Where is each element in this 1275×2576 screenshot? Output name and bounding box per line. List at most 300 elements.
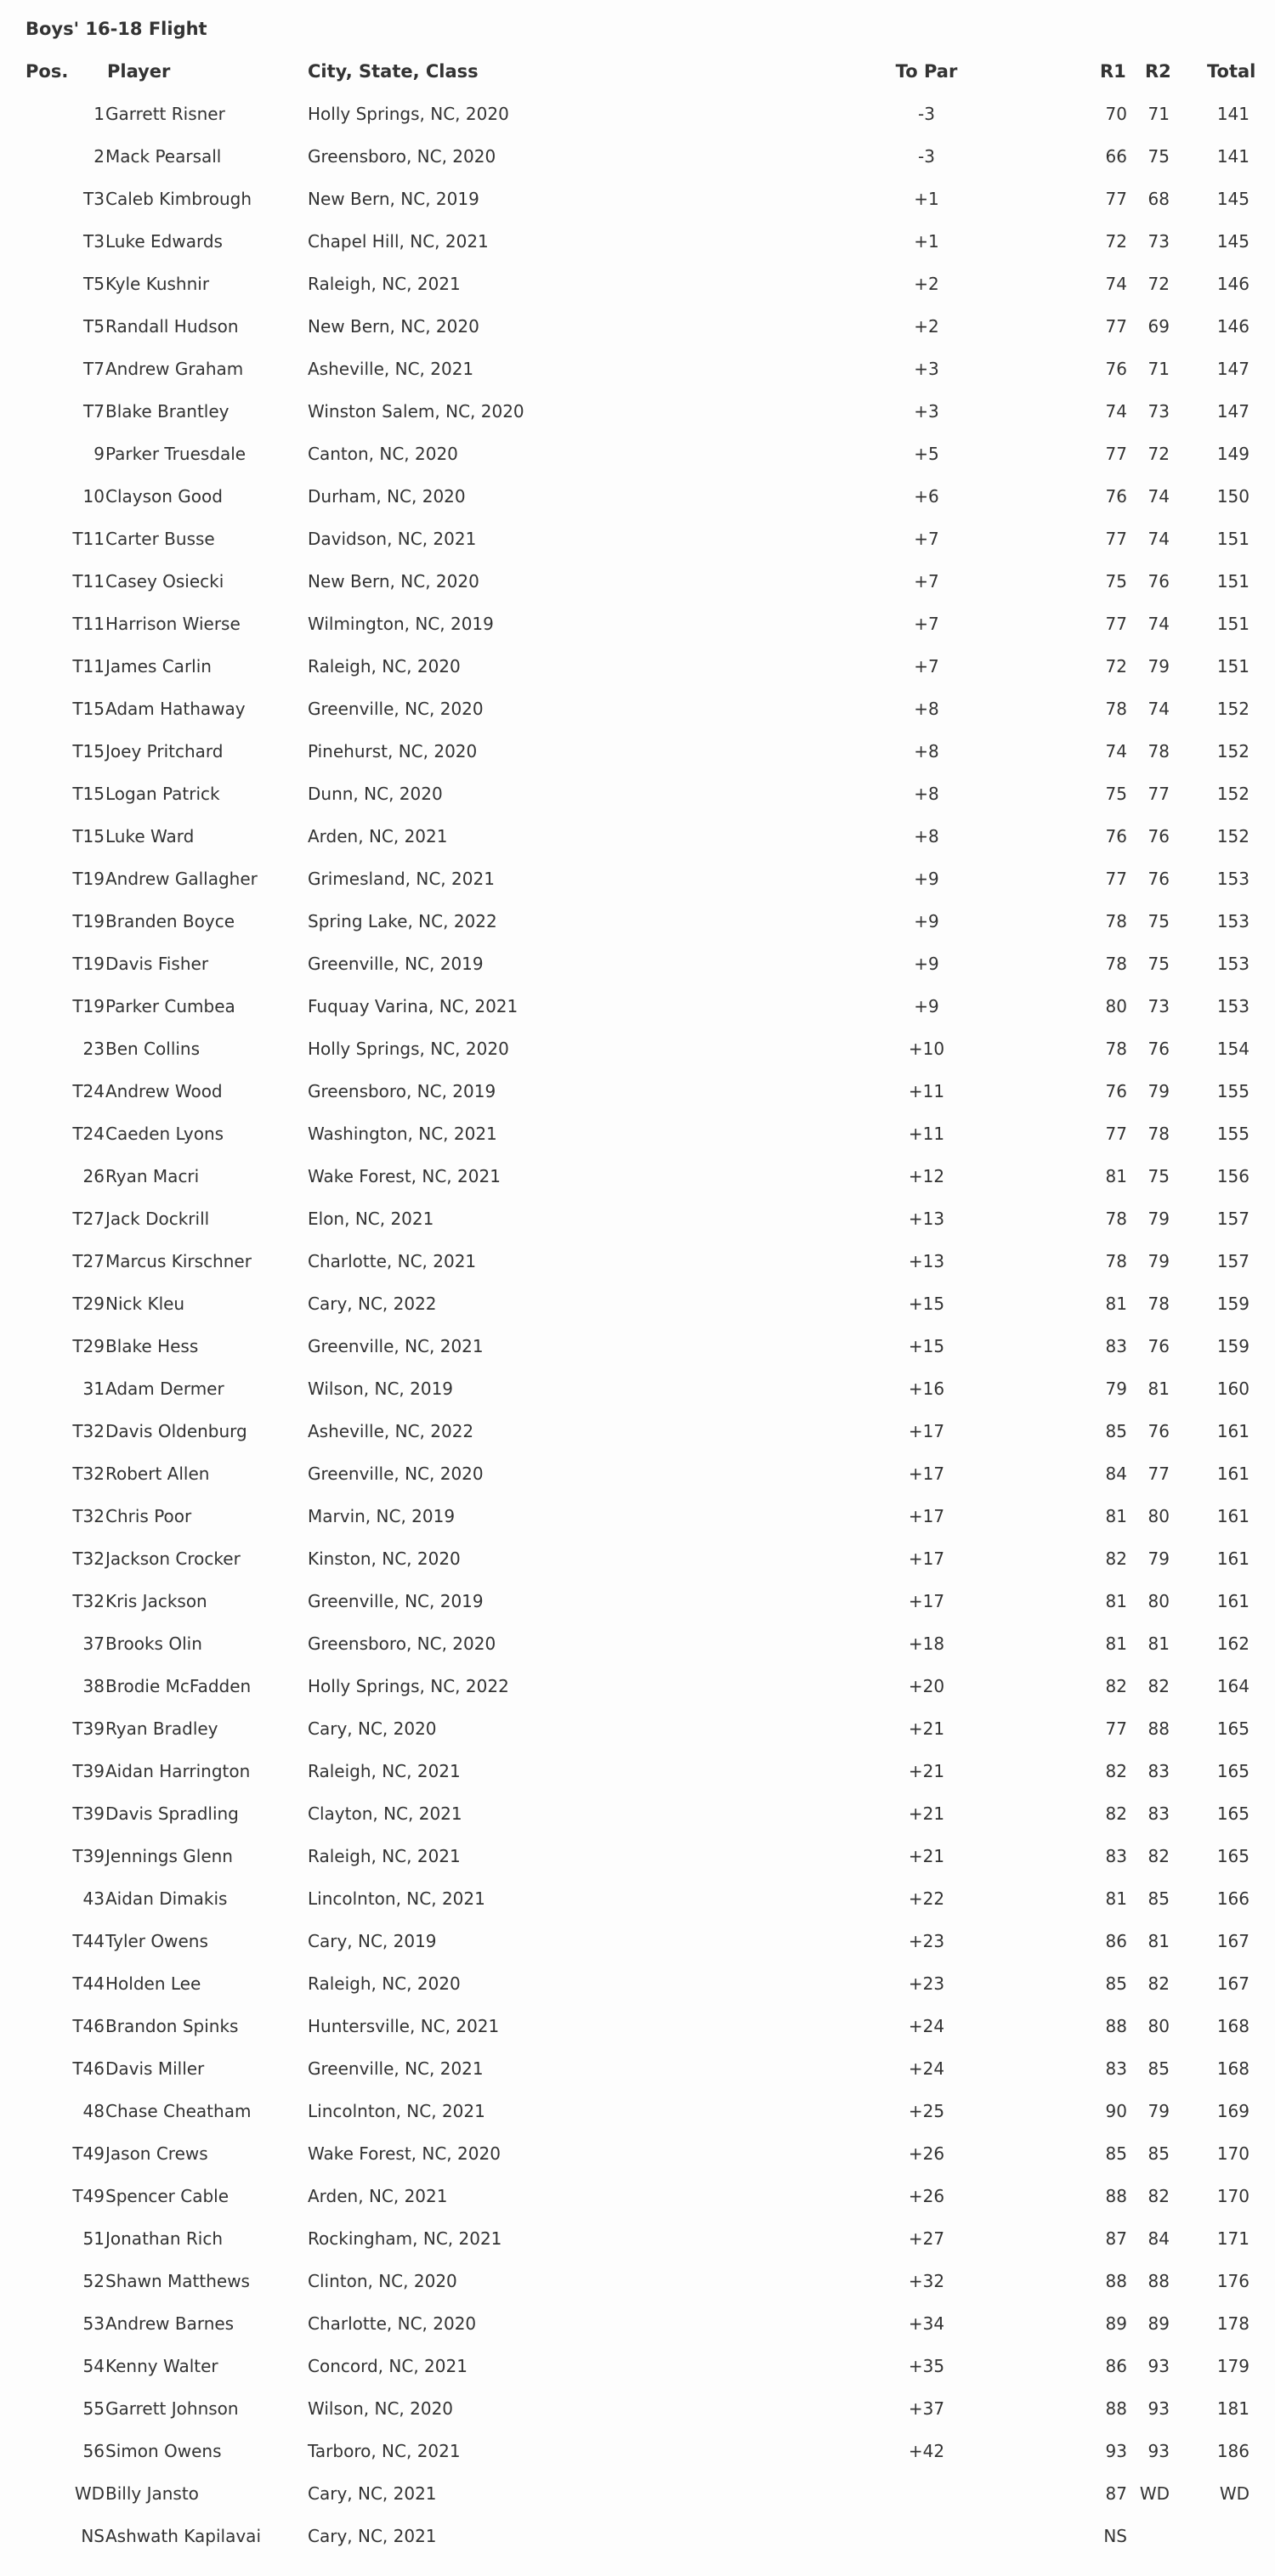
- round1-score-cell: 86: [1105, 1931, 1127, 1951]
- city-state-class-cell: Raleigh, NC, 2021: [308, 1846, 461, 1866]
- total-score-cell: 161: [1216, 1591, 1250, 1611]
- total-score-cell: 155: [1216, 1124, 1250, 1144]
- to-par-cell: +2: [914, 316, 939, 337]
- round2-score-cell: 75: [1148, 1166, 1170, 1186]
- total-score-cell: 161: [1216, 1464, 1250, 1484]
- to-par-cell: +13: [908, 1251, 945, 1271]
- results-table-body: [0, 93, 1275, 2557]
- table-row: [0, 2345, 1275, 2387]
- to-par-cell: [854, 2515, 999, 2557]
- player-name-cell: Shawn Matthews: [105, 2271, 250, 2291]
- round2-score-cell: 81: [1148, 1931, 1170, 1951]
- table-row: [0, 2005, 1275, 2047]
- round1-score-cell: 93: [1105, 2441, 1127, 2461]
- city-state-class-cell: Wake Forest, NC, 2021: [308, 1166, 501, 1186]
- position-cell: T24: [72, 1081, 105, 1101]
- player-name-cell: Jason Crews: [105, 2143, 208, 2164]
- round1-score-cell: 78: [1105, 954, 1127, 974]
- position-cell: T19: [72, 996, 105, 1016]
- table-row: [0, 2090, 1275, 2132]
- round1-score-cell: 79: [1105, 1379, 1127, 1399]
- player-name-cell: Garrett Johnson: [105, 2398, 239, 2419]
- to-par-cell: +13: [908, 1209, 945, 1229]
- city-state-class-cell: New Bern, NC, 2020: [308, 571, 479, 592]
- player-name-cell: Branden Boyce: [105, 911, 235, 931]
- round1-score-cell: 78: [1105, 1209, 1127, 1229]
- table-row: [0, 1537, 1275, 1580]
- to-par-cell: +26: [908, 2186, 945, 2206]
- city-state-class-cell: Clinton, NC, 2020: [308, 2271, 457, 2291]
- round1-score-cell: 78: [1105, 699, 1127, 719]
- to-par-cell: +8: [914, 699, 939, 719]
- table-row: [0, 1070, 1275, 1112]
- table-row: [0, 688, 1275, 730]
- total-score-cell: WD: [1219, 2483, 1250, 2504]
- player-name-cell: Adam Dermer: [105, 1379, 224, 1399]
- table-row: [0, 900, 1275, 943]
- to-par-cell: +9: [914, 996, 939, 1016]
- round1-score-cell: 78: [1105, 911, 1127, 931]
- table-row: [0, 2472, 1275, 2515]
- round1-score-cell: 66: [1105, 146, 1127, 167]
- position-cell: T24: [72, 1124, 105, 1144]
- round2-score-cell: 74: [1148, 529, 1170, 549]
- round2-score-cell: 79: [1148, 1251, 1170, 1271]
- position-cell: T44: [72, 1973, 105, 1994]
- round2-score-cell: 93: [1148, 2398, 1170, 2419]
- position-cell: T27: [72, 1209, 105, 1229]
- total-score-cell: 159: [1216, 1294, 1250, 1314]
- player-name-cell: Chris Poor: [105, 1506, 192, 1526]
- round2-score-cell: 68: [1148, 189, 1170, 209]
- player-name-cell: Jackson Crocker: [105, 1548, 241, 1569]
- table-row: [0, 135, 1275, 178]
- position-cell: T7: [83, 401, 105, 422]
- round1-score-cell: 81: [1105, 1506, 1127, 1526]
- table-row: [0, 730, 1275, 773]
- table-row: [0, 1877, 1275, 1920]
- table-row: [0, 433, 1275, 475]
- city-state-class-cell: Dunn, NC, 2020: [308, 784, 443, 804]
- to-par-cell: +21: [908, 1761, 945, 1781]
- position-cell: 53: [82, 2313, 105, 2334]
- round1-score-cell: 75: [1105, 571, 1127, 592]
- player-name-cell: Brodie McFadden: [105, 1676, 252, 1696]
- round1-score-cell: 72: [1105, 231, 1127, 252]
- total-score-cell: 149: [1216, 444, 1250, 464]
- player-name-cell: Andrew Gallagher: [105, 869, 258, 889]
- table-row: [0, 603, 1275, 645]
- position-cell: T11: [72, 656, 105, 677]
- table-row: [0, 815, 1275, 858]
- player-name-cell: Davis Spradling: [105, 1803, 239, 1824]
- table-row: [0, 943, 1275, 985]
- player-name-cell: Holden Lee: [105, 1973, 201, 1994]
- city-state-class-cell: Washington, NC, 2021: [308, 1124, 497, 1144]
- city-state-class-cell: Fuquay Varina, NC, 2021: [308, 996, 518, 1016]
- player-name-cell: Andrew Wood: [105, 1081, 223, 1101]
- round2-score-cell: 83: [1148, 1761, 1170, 1781]
- round2-score-cell: 72: [1148, 274, 1170, 294]
- table-row: [0, 1495, 1275, 1537]
- position-cell: T19: [72, 911, 105, 931]
- table-row: [0, 1112, 1275, 1155]
- city-state-class-cell: Durham, NC, 2020: [308, 486, 466, 507]
- total-score-cell: 153: [1216, 911, 1250, 931]
- position-cell: 9: [94, 444, 105, 464]
- total-score-cell: 155: [1216, 1081, 1250, 1101]
- table-row: [0, 2430, 1275, 2472]
- to-par-cell: +24: [908, 2058, 945, 2079]
- total-score-cell: 141: [1216, 146, 1250, 167]
- to-par-cell: +8: [914, 784, 939, 804]
- city-state-class-cell: Asheville, NC, 2022: [308, 1421, 474, 1441]
- total-score-cell: 150: [1216, 486, 1250, 507]
- total-score-cell: 181: [1216, 2398, 1250, 2419]
- player-name-cell: Luke Edwards: [105, 231, 223, 252]
- to-par-cell: +7: [914, 529, 939, 549]
- total-score-cell: 165: [1216, 1803, 1250, 1824]
- round2-score-cell: 75: [1148, 911, 1170, 931]
- round2-score-cell: 85: [1148, 1888, 1170, 1909]
- total-score-cell: 162: [1216, 1633, 1250, 1654]
- city-state-class-cell: Tarboro, NC, 2021: [308, 2441, 461, 2461]
- table-row: [0, 518, 1275, 560]
- table-row: [0, 1367, 1275, 1410]
- to-par-cell: +7: [914, 656, 939, 677]
- round1-score-cell: 83: [1105, 1336, 1127, 1356]
- round1-score-cell: 88: [1105, 2398, 1127, 2419]
- to-par-cell: +37: [908, 2398, 945, 2419]
- total-score-cell: 151: [1216, 656, 1250, 677]
- total-score-cell: 166: [1216, 1888, 1250, 1909]
- round2-score-cell: 82: [1148, 2186, 1170, 2206]
- to-par-cell: +15: [908, 1294, 945, 1314]
- to-par-cell: +23: [908, 1973, 945, 1994]
- round2-score-cell: 75: [1148, 954, 1170, 974]
- to-par-cell: -3: [918, 104, 935, 124]
- table-row: [0, 560, 1275, 603]
- round2-score-cell: 76: [1148, 571, 1170, 592]
- total-score-cell: 157: [1216, 1209, 1250, 1229]
- player-name-cell: Kyle Kushnir: [105, 274, 210, 294]
- city-state-class-cell: Clayton, NC, 2021: [308, 1803, 462, 1824]
- round1-score-cell: 81: [1105, 1294, 1127, 1314]
- position-cell: WD: [74, 2483, 105, 2504]
- to-par-cell: +17: [908, 1464, 945, 1484]
- table-row: [0, 1792, 1275, 1835]
- player-name-cell: Robert Allen: [105, 1464, 210, 1484]
- to-par-cell: +21: [908, 1846, 945, 1866]
- round2-score-cell: 78: [1148, 1294, 1170, 1314]
- position-cell: T5: [83, 316, 105, 337]
- total-score-cell: 171: [1216, 2228, 1250, 2249]
- position-cell: 56: [82, 2441, 105, 2461]
- round2-score-cell: 88: [1148, 1718, 1170, 1739]
- total-score-cell: 161: [1216, 1548, 1250, 1569]
- to-par-cell: +17: [908, 1421, 945, 1441]
- total-score-cell: 157: [1216, 1251, 1250, 1271]
- city-state-class-cell: Spring Lake, NC, 2022: [308, 911, 497, 931]
- to-par-cell: +21: [908, 1718, 945, 1739]
- table-row: [0, 2515, 1275, 2557]
- to-par-cell: -3: [918, 146, 935, 167]
- to-par-cell: +27: [908, 2228, 945, 2249]
- position-cell: T27: [72, 1251, 105, 1271]
- round1-score-cell: 77: [1105, 189, 1127, 209]
- total-score-cell: 165: [1216, 1761, 1250, 1781]
- position-cell: T39: [72, 1846, 105, 1866]
- table-row: [0, 1707, 1275, 1750]
- round1-score-cell: 76: [1105, 359, 1127, 379]
- to-par-cell: +6: [914, 486, 939, 507]
- player-name-cell: Ben Collins: [105, 1039, 201, 1059]
- round1-score-cell: 76: [1105, 486, 1127, 507]
- position-cell: T7: [83, 359, 105, 379]
- position-cell: 54: [82, 2356, 105, 2376]
- player-name-cell: Andrew Graham: [105, 359, 244, 379]
- position-cell: 23: [82, 1039, 105, 1059]
- round1-score-cell: 85: [1105, 2143, 1127, 2164]
- city-state-class-cell: Cary, NC, 2020: [308, 1718, 437, 1739]
- round1-score-cell: 81: [1105, 1888, 1127, 1909]
- table-row: [0, 985, 1275, 1028]
- table-row: [0, 858, 1275, 900]
- city-state-class-cell: Pinehurst, NC, 2020: [308, 741, 478, 761]
- city-state-class-cell: Huntersville, NC, 2021: [308, 2016, 500, 2036]
- city-state-class-cell: Greenville, NC, 2021: [308, 1336, 484, 1356]
- position-cell: T15: [72, 784, 105, 804]
- table-row: [0, 1452, 1275, 1495]
- total-score-cell: 178: [1216, 2313, 1250, 2334]
- player-name-cell: Casey Osiecki: [105, 571, 224, 592]
- position-cell: T29: [72, 1336, 105, 1356]
- table-row: [0, 1835, 1275, 1877]
- round2-score-cell: 76: [1148, 1421, 1170, 1441]
- player-name-cell: Jennings Glenn: [105, 1846, 233, 1866]
- city-state-class-cell: Wilson, NC, 2019: [308, 1379, 454, 1399]
- table-row: [0, 2175, 1275, 2217]
- player-name-cell: Davis Miller: [105, 2058, 205, 2079]
- header-total: Total: [1207, 61, 1256, 82]
- player-name-cell: James Carlin: [105, 656, 212, 677]
- round2-score-cell: [1127, 2515, 1170, 2557]
- to-par-cell: +1: [914, 189, 939, 209]
- city-state-class-cell: Greensboro, NC, 2020: [308, 1633, 496, 1654]
- player-name-cell: Mack Pearsall: [105, 146, 222, 167]
- position-cell: 10: [82, 486, 105, 507]
- city-state-class-cell: Greensboro, NC, 2020: [308, 146, 496, 167]
- city-state-class-cell: Wilmington, NC, 2019: [308, 614, 494, 634]
- header-r1: R1: [1100, 61, 1126, 82]
- round1-score-cell: 83: [1105, 2058, 1127, 2079]
- to-par-cell: +3: [914, 359, 939, 379]
- total-score-cell: 152: [1216, 784, 1250, 804]
- city-state-class-cell: Holly Springs, NC, 2020: [308, 104, 509, 124]
- position-cell: T19: [72, 954, 105, 974]
- position-cell: T3: [83, 189, 105, 209]
- round1-score-cell: 72: [1105, 656, 1127, 677]
- city-state-class-cell: Charlotte, NC, 2020: [308, 2313, 477, 2334]
- city-state-class-cell: New Bern, NC, 2020: [308, 316, 479, 337]
- position-cell: 31: [82, 1379, 105, 1399]
- city-state-class-cell: Greenville, NC, 2020: [308, 699, 484, 719]
- to-par-cell: +26: [908, 2143, 945, 2164]
- to-par-cell: +7: [914, 571, 939, 592]
- header-pos: Pos.: [26, 61, 69, 82]
- position-cell: T46: [72, 2016, 105, 2036]
- to-par-cell: +8: [914, 741, 939, 761]
- position-cell: T15: [72, 699, 105, 719]
- city-state-class-cell: Lincolnton, NC, 2021: [308, 2101, 485, 2121]
- round2-score-cell: 76: [1148, 1039, 1170, 1059]
- round1-score-cell: 81: [1105, 1633, 1127, 1654]
- total-score-cell: 167: [1216, 1973, 1250, 1994]
- round1-score-cell: 87: [1105, 2228, 1127, 2249]
- position-cell: 43: [82, 1888, 105, 1909]
- table-row: [0, 1197, 1275, 1240]
- position-cell: T11: [72, 529, 105, 549]
- total-score-cell: 159: [1216, 1336, 1250, 1356]
- city-state-class-cell: Cary, NC, 2021: [308, 2483, 437, 2504]
- player-name-cell: Aidan Harrington: [105, 1761, 251, 1781]
- city-state-class-cell: Elon, NC, 2021: [308, 1209, 434, 1229]
- position-cell: T5: [83, 274, 105, 294]
- total-score-cell: 170: [1216, 2186, 1250, 2206]
- player-name-cell: Ryan Bradley: [105, 1718, 218, 1739]
- round2-score-cell: 85: [1148, 2058, 1170, 2079]
- table-row: [0, 263, 1275, 305]
- total-score-cell: 176: [1216, 2271, 1250, 2291]
- player-name-cell: Aidan Dimakis: [105, 1888, 228, 1909]
- position-cell: T15: [72, 826, 105, 846]
- to-par-cell: +17: [908, 1591, 945, 1611]
- table-row: [0, 475, 1275, 518]
- player-name-cell: Randall Hudson: [105, 316, 239, 337]
- position-cell: NS: [81, 2526, 105, 2546]
- round2-score-cell: 78: [1148, 1124, 1170, 1144]
- total-score-cell: [1170, 2515, 1250, 2557]
- to-par-cell: +34: [908, 2313, 945, 2334]
- position-cell: T11: [72, 571, 105, 592]
- round1-score-cell: 89: [1105, 2313, 1127, 2334]
- round1-score-cell: 83: [1105, 1846, 1127, 1866]
- player-name-cell: Blake Brantley: [105, 401, 230, 422]
- table-row: [0, 2302, 1275, 2345]
- player-name-cell: Logan Patrick: [105, 784, 220, 804]
- round1-score-cell: 88: [1105, 2186, 1127, 2206]
- player-name-cell: Kris Jackson: [105, 1591, 207, 1611]
- city-state-class-cell: Chapel Hill, NC, 2021: [308, 231, 489, 252]
- player-name-cell: Jonathan Rich: [105, 2228, 223, 2249]
- table-row: [0, 2260, 1275, 2302]
- player-name-cell: Caleb Kimbrough: [105, 189, 252, 209]
- to-par-cell: +7: [914, 614, 939, 634]
- position-cell: T3: [83, 231, 105, 252]
- total-score-cell: 168: [1216, 2016, 1250, 2036]
- city-state-class-cell: Greensboro, NC, 2019: [308, 1081, 496, 1101]
- table-row: [0, 93, 1275, 135]
- round1-score-cell: 77: [1105, 1718, 1127, 1739]
- round2-score-cell: 79: [1148, 1081, 1170, 1101]
- to-par-cell: +10: [908, 1039, 945, 1059]
- to-par-cell: +9: [914, 869, 939, 889]
- total-score-cell: 161: [1216, 1421, 1250, 1441]
- to-par-cell: +17: [908, 1506, 945, 1526]
- city-state-class-cell: Greenville, NC, 2020: [308, 1464, 484, 1484]
- city-state-class-cell: Rockingham, NC, 2021: [308, 2228, 502, 2249]
- city-state-class-cell: Charlotte, NC, 2021: [308, 1251, 477, 1271]
- round2-score-cell: 72: [1148, 444, 1170, 464]
- round1-score-cell: 85: [1105, 1973, 1127, 1994]
- position-cell: T32: [72, 1421, 105, 1441]
- player-name-cell: Luke Ward: [105, 826, 195, 846]
- total-score-cell: 146: [1216, 274, 1250, 294]
- city-state-class-cell: Raleigh, NC, 2021: [308, 274, 461, 294]
- total-score-cell: 146: [1216, 316, 1250, 337]
- table-row: [0, 1410, 1275, 1452]
- table-row: [0, 645, 1275, 688]
- flight-title: Boys' 16-18 Flight: [26, 19, 207, 39]
- player-name-cell: Blake Hess: [105, 1336, 199, 1356]
- to-par-cell: +2: [914, 274, 939, 294]
- to-par-cell: +5: [914, 444, 939, 464]
- city-state-class-cell: Winston Salem, NC, 2020: [308, 401, 524, 422]
- position-cell: 1: [94, 104, 105, 124]
- header-player: Player: [107, 61, 171, 82]
- position-cell: T44: [72, 1931, 105, 1951]
- player-name-cell: Kenny Walter: [105, 2356, 218, 2376]
- round2-score-cell: 71: [1148, 359, 1170, 379]
- city-state-class-cell: Arden, NC, 2021: [308, 2186, 448, 2206]
- city-state-class-cell: Asheville, NC, 2021: [308, 359, 474, 379]
- round1-score-cell: 74: [1105, 274, 1127, 294]
- round2-score-cell: 81: [1148, 1379, 1170, 1399]
- city-state-class-cell: Grimesland, NC, 2021: [308, 869, 495, 889]
- position-cell: 2: [94, 146, 105, 167]
- player-name-cell: Garrett Risner: [105, 104, 225, 124]
- player-name-cell: Adam Hathaway: [105, 699, 246, 719]
- total-score-cell: 147: [1216, 401, 1250, 422]
- round1-score-cell: 88: [1105, 2271, 1127, 2291]
- table-row: [0, 178, 1275, 220]
- round2-score-cell: 75: [1148, 146, 1170, 167]
- city-state-class-cell: Raleigh, NC, 2021: [308, 1761, 461, 1781]
- total-score-cell: 165: [1216, 1718, 1250, 1739]
- round1-score-cell: 75: [1105, 784, 1127, 804]
- total-score-cell: 153: [1216, 869, 1250, 889]
- to-par-cell: +24: [908, 2016, 945, 2036]
- table-row: [0, 1240, 1275, 1282]
- city-state-class-cell: New Bern, NC, 2019: [308, 189, 479, 209]
- header-r2: R2: [1145, 61, 1171, 82]
- city-state-class-cell: Greenville, NC, 2019: [308, 954, 484, 974]
- position-cell: T29: [72, 1294, 105, 1314]
- total-score-cell: 154: [1216, 1039, 1250, 1059]
- player-name-cell: Parker Truesdale: [105, 444, 246, 464]
- total-score-cell: 145: [1216, 231, 1250, 252]
- round1-score-cell: 77: [1105, 1124, 1127, 1144]
- round1-score-cell: 82: [1105, 1803, 1127, 1824]
- table-row: [0, 2387, 1275, 2430]
- round2-score-cell: 79: [1148, 2101, 1170, 2121]
- position-cell: T19: [72, 869, 105, 889]
- total-score-cell: 152: [1216, 699, 1250, 719]
- total-score-cell: 151: [1216, 571, 1250, 592]
- round2-score-cell: 84: [1148, 2228, 1170, 2249]
- round1-score-cell: 84: [1105, 1464, 1127, 1484]
- round2-score-cell: 74: [1148, 699, 1170, 719]
